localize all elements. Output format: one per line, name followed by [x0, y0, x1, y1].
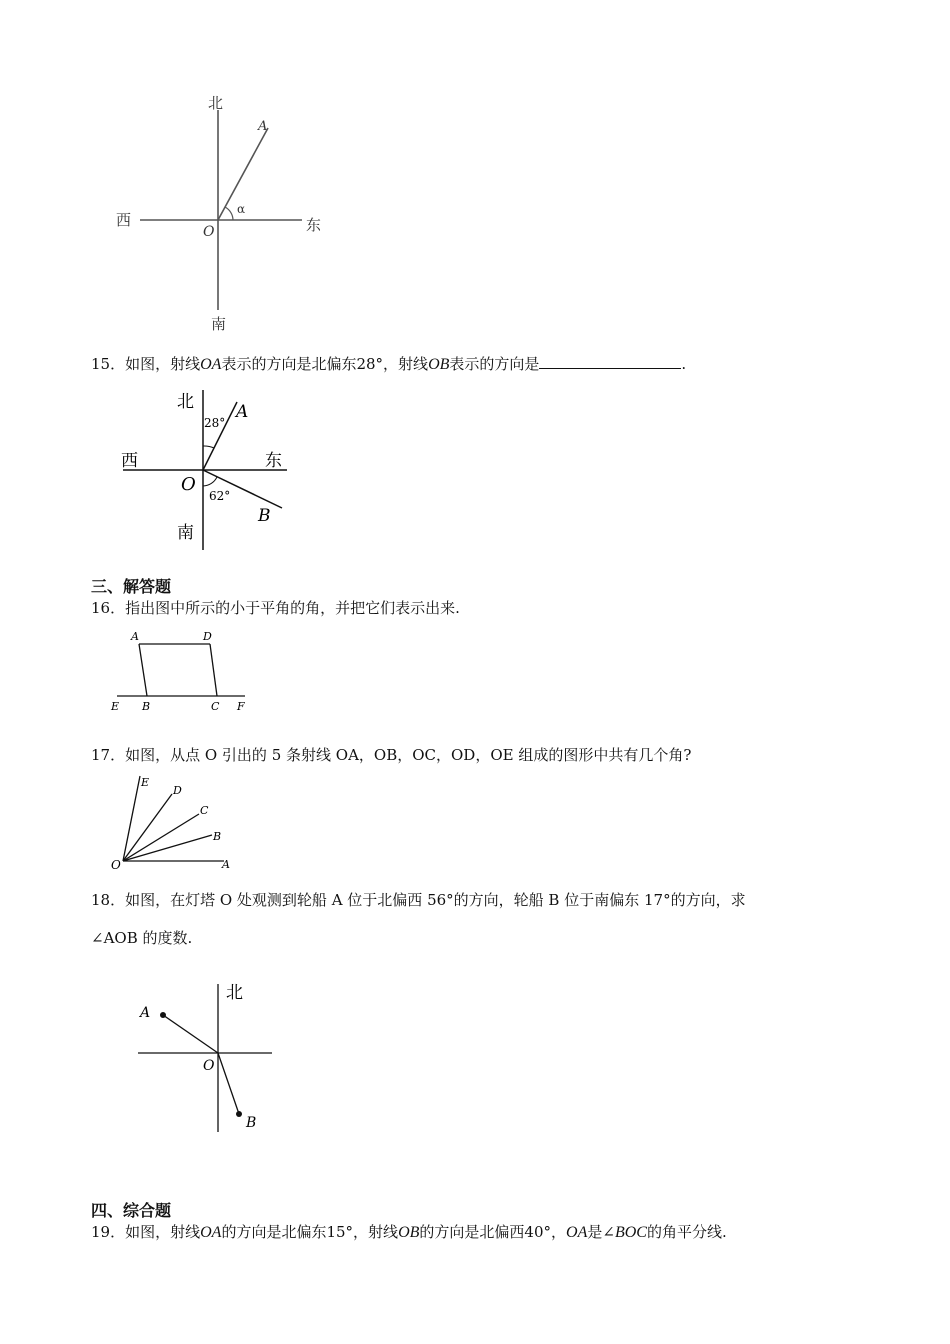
svg-text:C: C	[200, 804, 209, 817]
svg-text:B: B	[142, 700, 151, 713]
trapezoid-figure-q16	[105, 624, 255, 718]
rays-figure-q17	[108, 770, 238, 874]
svg-text:E: E	[111, 700, 120, 713]
question-19: 19．如图，射线OA的方向是北偏东15°，射线OB的方向是北偏西40°，OA是∠BOC的角平分线.	[91, 1223, 727, 1241]
question-17: 17．如图，从点 O 引出的 5 条射线 OA，OB，OC，OD，OE 组成的图形中共有几个角?	[91, 746, 692, 764]
answer-blank[interactable]	[539, 354, 681, 369]
svg-text:西: 西	[121, 451, 138, 471]
ship-b-dot	[236, 1111, 242, 1117]
svg-text:A: A	[236, 402, 249, 422]
svg-text:D: D	[203, 630, 212, 643]
section-4-title: 四、综合题	[91, 1201, 172, 1220]
compass-figure-q15	[115, 386, 295, 556]
west-label: 西	[116, 211, 132, 229]
north-label: 北	[208, 94, 224, 112]
south-label: 南	[211, 315, 227, 333]
svg-text:A: A	[131, 630, 139, 643]
svg-text:D: D	[173, 784, 182, 797]
svg-text:62°: 62°	[209, 489, 231, 503]
section-3-title: 三、解答题	[91, 577, 172, 596]
point-a-label: A	[258, 119, 268, 134]
question-number: 18．	[91, 891, 126, 909]
svg-text:O: O	[203, 1058, 215, 1074]
svg-text:北: 北	[226, 983, 243, 1003]
svg-text:A: A	[140, 1005, 151, 1021]
question-number: 19．	[91, 1223, 126, 1241]
ray-oa	[203, 402, 237, 470]
question-15: 15．如图，射线OA表示的方向是北偏东28°，射线OB表示的方向是 .	[91, 355, 687, 373]
angle-alpha-label: α	[237, 202, 246, 216]
svg-text:28°: 28°	[204, 416, 226, 430]
svg-text:东: 东	[265, 451, 282, 471]
svg-text:B: B	[246, 1115, 257, 1131]
svg-text:北: 北	[177, 392, 194, 412]
svg-text:C: C	[211, 700, 220, 713]
svg-text:O: O	[111, 858, 121, 872]
svg-text:E: E	[141, 776, 150, 789]
question-number: 17．	[91, 746, 126, 764]
svg-text:F: F	[237, 700, 245, 713]
svg-text:O: O	[181, 474, 196, 495]
question-number: 15．	[91, 355, 126, 373]
question-number: 16．	[91, 599, 126, 617]
east-label: 东	[306, 216, 322, 234]
question-16: 16．指出图中所示的小于平角的角，并把它们表示出来.	[91, 599, 460, 617]
svg-text:B: B	[258, 506, 271, 526]
compass-figure-q18	[130, 978, 280, 1138]
svg-text:B: B	[213, 830, 222, 843]
point-o-label: O	[203, 224, 215, 240]
question-18-line-2: ∠AOB 的度数.	[91, 929, 193, 947]
compass-figure-alpha	[100, 88, 340, 338]
svg-text:A: A	[222, 858, 230, 871]
question-18: 18．如图，在灯塔 O 处观测到轮船 A 位于北偏西 56°的方向，轮船 B 位于南偏东 17°的方向，求	[91, 891, 746, 909]
svg-text:南: 南	[177, 523, 194, 543]
ship-a-dot	[160, 1012, 166, 1018]
angle-arc	[225, 207, 233, 220]
